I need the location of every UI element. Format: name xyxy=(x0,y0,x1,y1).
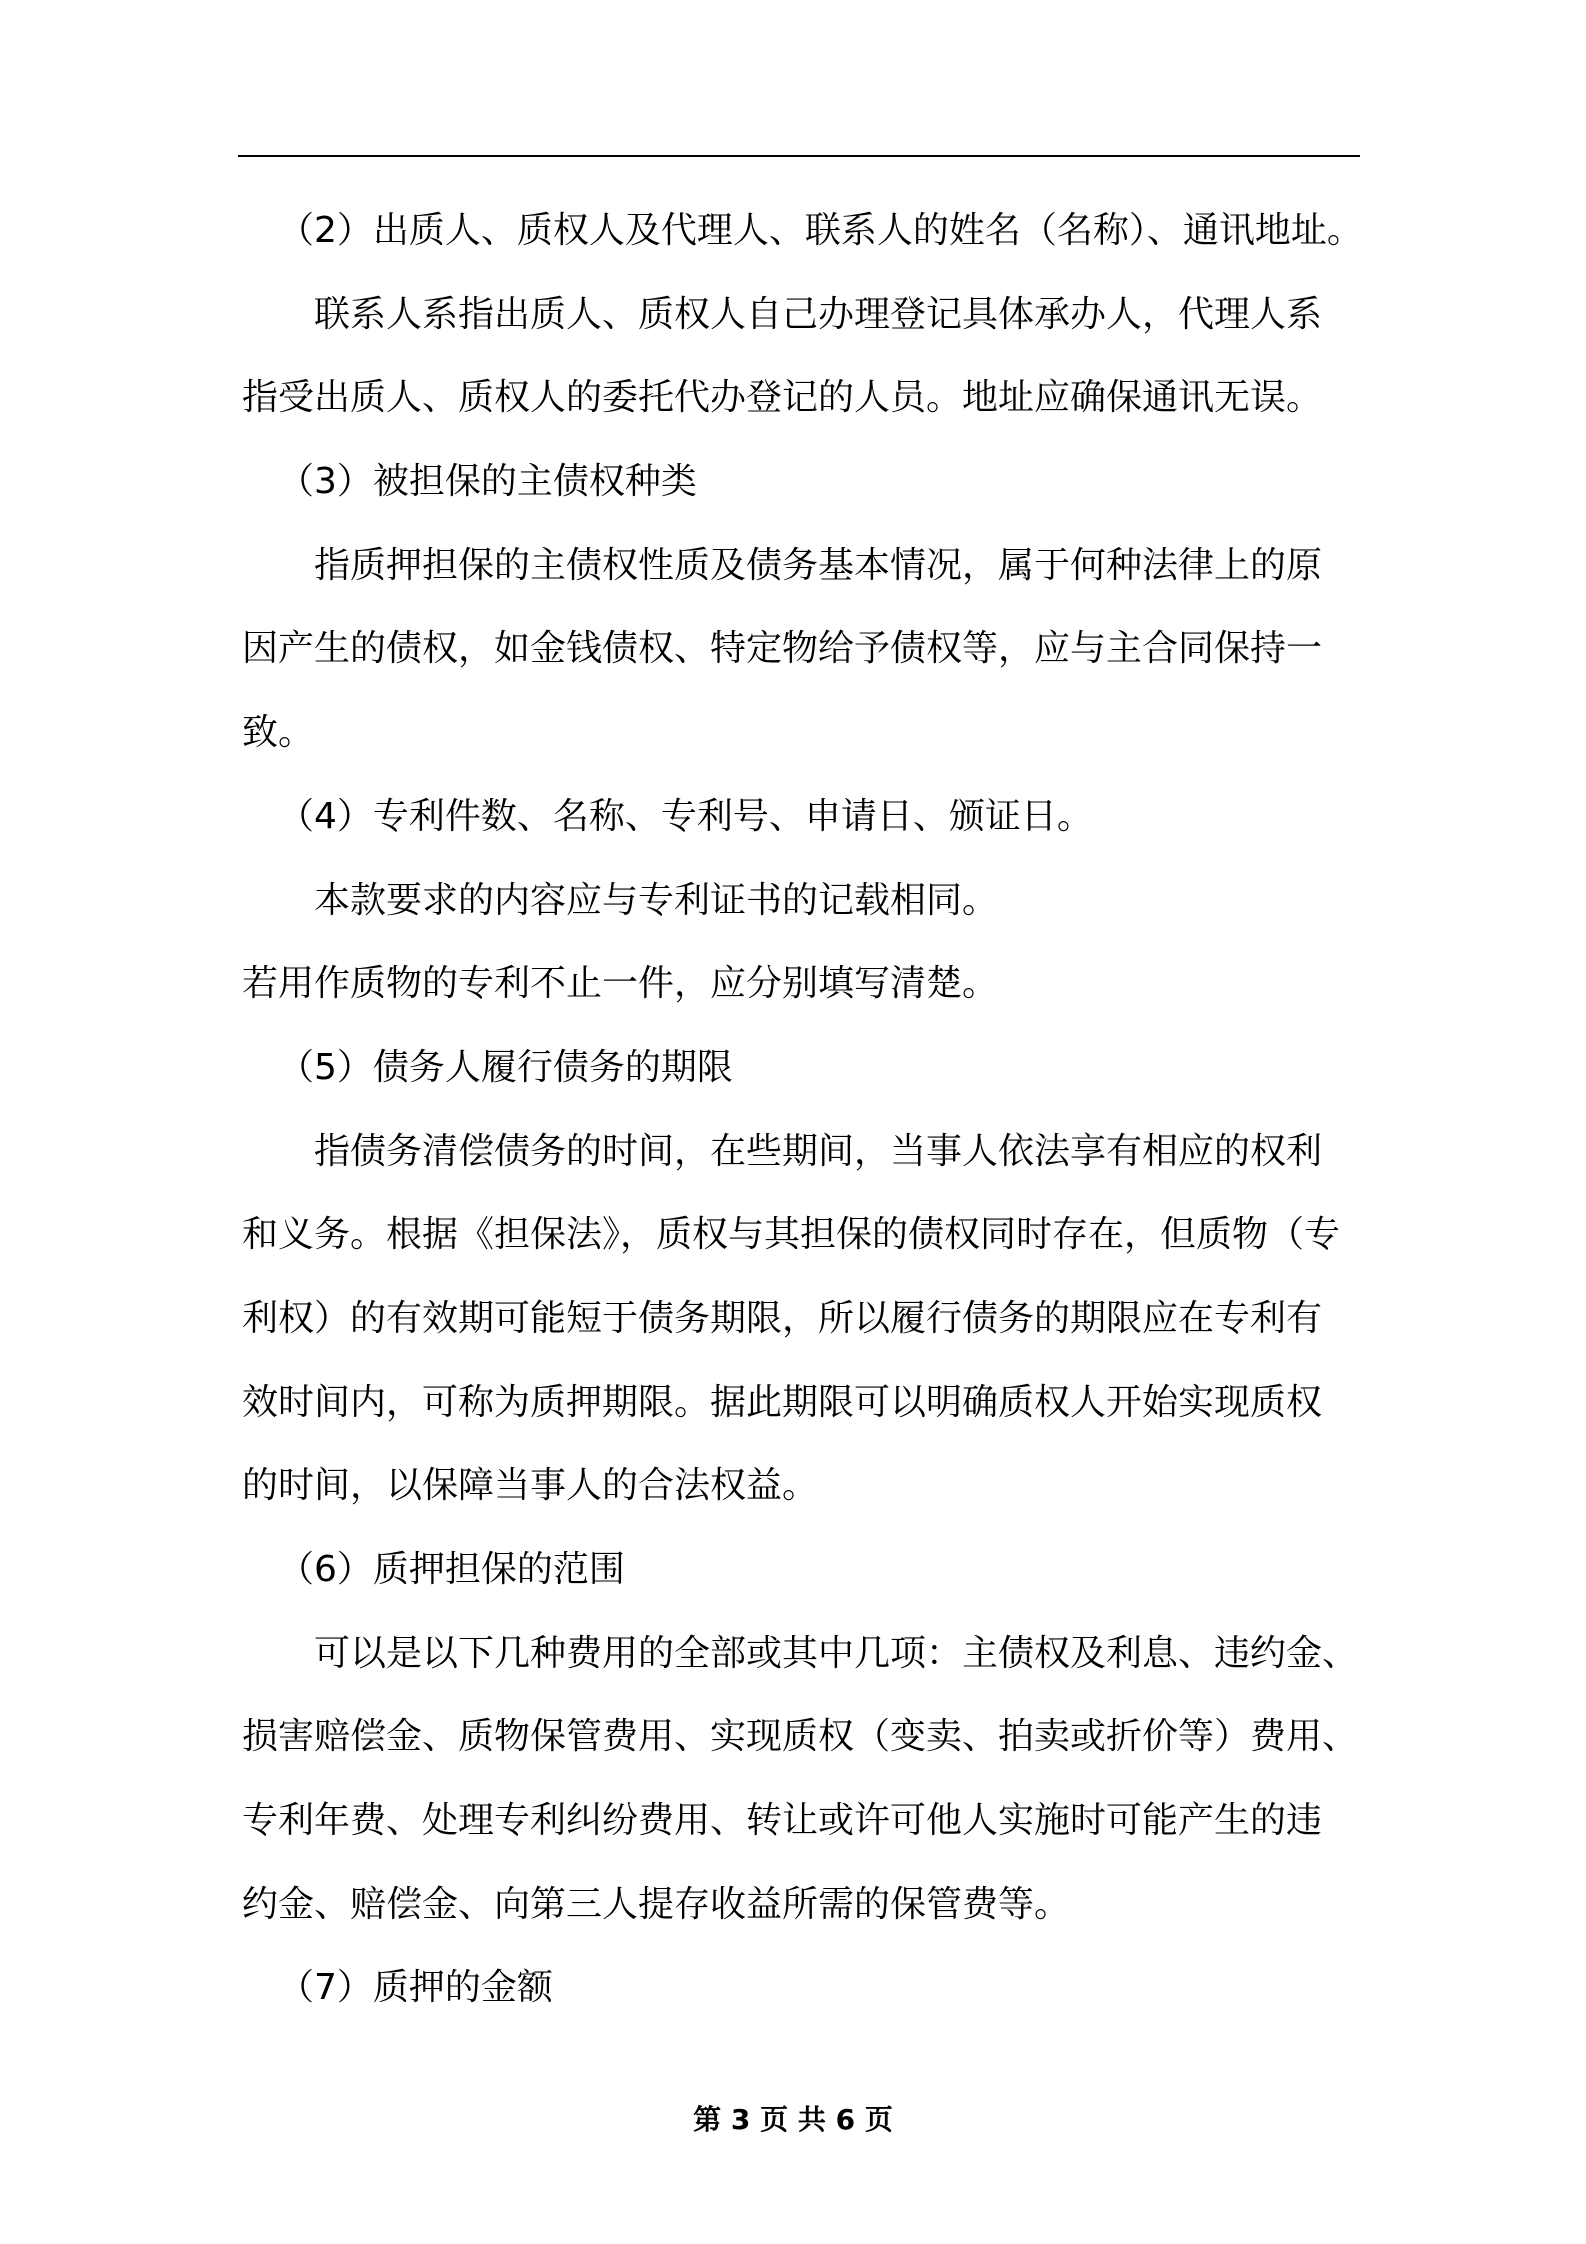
item-heading: （6）质押担保的范围 xyxy=(278,1549,625,1590)
paragraph-line: 可以是以下几种费用的全部或其中几项：主债权及利息、违约金、 xyxy=(314,1632,1359,1674)
paragraph-line: 因产生的债权，如金钱债权、特定物给予债权等，应与主合同保持一 xyxy=(242,628,1323,670)
item-heading: （3）被担保的主债权种类 xyxy=(278,461,697,503)
paragraph-line: 指债务清偿债务的时间，在些期间，当事人依法享有相应的权利 xyxy=(314,1130,1323,1172)
paragraph-line: 专利年费、处理专利纠纷费用、转让或许可他人实施时可能产生的违 xyxy=(242,1800,1323,1842)
paragraph-line: 的时间，以保障当事人的合法权益。 xyxy=(242,1465,819,1507)
paragraph-line: 损害赔偿金、质物保管费用、实现质权（变卖、拍卖或折价等）费用、 xyxy=(242,1716,1359,1758)
item-heading: （5）债务人履行债务的期限 xyxy=(278,1046,733,1088)
paragraph-line: 指受出质人、质权人的委托代办登记的人员。地址应确保通讯无误。 xyxy=(242,377,1323,419)
document-body xyxy=(242,189,1372,2030)
item-heading: （2）出质人、质权人及代理人、联系人的姓名（名称）、通讯地址。 xyxy=(278,210,1363,251)
paragraph-line: 约金、赔偿金、向第三人提存收益所需的保管费等。 xyxy=(242,1883,1071,1925)
item-heading: （4）专利件数、名称、专利号、申请日、颁证日。 xyxy=(278,795,1093,837)
paragraph-line: 本款要求的内容应与专利证书的记载相同。 xyxy=(314,879,999,921)
paragraph-line: 若用作质物的专利不止一件，应分别填写清楚。 xyxy=(242,963,999,1005)
page-number-footer: 第 3 页 共 6 页 xyxy=(693,2103,893,2136)
header-rule xyxy=(238,155,1360,157)
paragraph-line: 效时间内，可称为质押期限。据此期限可以明确质权人开始实现质权 xyxy=(242,1381,1323,1423)
paragraph-line: 致。 xyxy=(242,712,315,754)
paragraph-line: 联系人系指出质人、质权人自己办理登记具体承办人，代理人系 xyxy=(314,293,1323,335)
item-heading: （7）质押的金额 xyxy=(278,1967,553,2009)
paragraph-line: 和义务。根据《担保法》，质权与其担保的债权同时存在，但质物（专 xyxy=(242,1214,1341,1256)
paragraph-line: 指质押担保的主债权性质及债务基本情况，属于何种法律上的原 xyxy=(314,544,1323,586)
paragraph-line: 利权）的有效期可能短于债务期限，所以履行债务的期限应在专利有 xyxy=(242,1297,1323,1339)
